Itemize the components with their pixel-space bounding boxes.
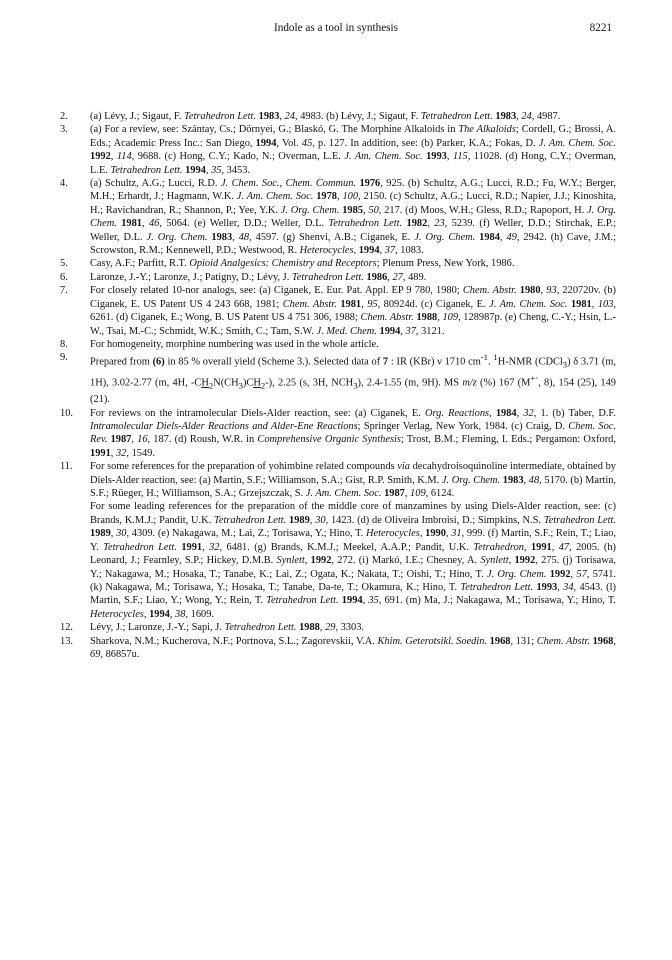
reference-text: For some leading references for the preparation of the middle core of manzamines by using Diels-Alder reaction, see: (c) Brands, K.M.J.; Pandit, U.K. Tetrahedron Lett. 1989, 30, 1423. (d) de Oliveira Imbroisi, D.; Simpkins, N.S. Tetrahedron Lett. 1989, 30, 4309. (e) Nakagawa, M.; Lai, Z.; Torisawa, Y.; Hino, T. Heterocycles, 1990, 31, 999. (f) Martin, S.F.; Rein, T.; Liao, Y. Tetrahedron Lett. 1991, 32, 6481. (g) Brands, K.M.J.; Meekel, A.A.P.; Pandit, U.K. Tetrahedron, 1991, 47, 2005. (h) Leonard, J.; Fearnley, S.P.; Hickey, D.M.B. Synlett, 1992, 272. (i) Markó, I.E.; Chesney, A. Synlett, 1992, 275. (j) Torisawa, Y.; Nakagawa, M.; Hosaka, T.; Tanabe, K.; Lai, Z.; Ogata, K.; Nakata, T.; Oishi, T.; Hino, T. J. Org. Chem. 1992, 57, 5741. (k) Nakagawa, M.; Torisawa, Y.; Hosaka, T.; Tanabe, Da-te, T.; Okamura, K.; Hino, T. Tetrahedron Lett. 1993, 34, 4543. (l) Martin, S.F.; Liao, Y.; Wong, Y.; Rein, T. Tetrahedron Lett. 1994, 35, 691. (m) Ma, J.; Nakagawa, M.; Torisawa, Y.; Hino, T. Heterocycles, 1994, 38, 1609. (90, 501, 617, 620)
reference-number: 12. (60, 622, 73, 634)
reference-number: 6. (60, 271, 68, 283)
reference-item (60, 460, 616, 500)
page-number: 8221 (589, 22, 612, 34)
reference-text: Casy, A.F.; Parfitt, R.T. Opioid Analgesics: Chemistry and Receptors; Plenum Press, New York, 1986. (90, 258, 515, 270)
reference-number: 11. (60, 461, 73, 473)
reference-text: Laronze, J.-Y.; Laronze, J.; Patigny, D.; Lévy, J. Tetrahedron Lett. 1986, 27, 489. (90, 271, 427, 283)
reference-text: For some references for the preparation of yohimbine related compounds via decahydroisoquinoline intermediate, obtained by Diels-Alder reaction, see: (a) Martin, S.F.; Williamson, S.A.; Gist, R.P. Smith, K.M. J. Org. Chem. 1983, 48, 5170. (b) Martin, S.F.; Rüeger, H.; Williamson, S.A.; Grzejszczak, S. J. Am. Chem. Soc. 1987, 109, 6124. (90, 461, 617, 500)
reference-item (60, 257, 616, 270)
reference-item (60, 271, 616, 284)
reference-number (60, 500, 90, 621)
reference-item (60, 407, 616, 461)
reference-item (60, 621, 616, 634)
reference-item (60, 123, 616, 177)
reference-number: 8. (60, 338, 68, 350)
reference-text: Lévy, J.; Laronze, J.-Y.; Sapi, J. Tetrahedron Lett. 1988, 29, 3303. (90, 622, 365, 634)
reference-text: Sharkova, N.M.; Kucherova, N.F.; Portnova, S.L.; Zagorevskii, V.A. Khim. Geterotsikl. Soedin. 1968, 131; Chem. Abstr. 1968, 69, 86857u. (90, 635, 616, 660)
reference-item (60, 338, 616, 351)
reference-item (60, 110, 616, 123)
reference-item (60, 284, 616, 338)
reference-number: 10. (60, 407, 73, 419)
reference-text: (a) Schultz, A.G.; Lucci, R.D. J. Chem. Soc., Chem. Commun. 1976, 925. (b) Schultz, A.G.; Lucci, R.D.; Fu, W.Y.; Berger, M.H.; Erhardt, J.; Hagmann, W.K. J. Am. Chem. Soc. 1978, 100, 2150. (c) Schultz, A.G.; Lucci, R.D.; Napier, J.J.; Kinoshita, H.; Ravichandran, R.; Shannon, P.; Yee, Y.K. J. Org. Chem. 1985, 50, 217. (d) Moos, W.H.; Gless, R.D.; Rapoport, H. J. Org. Chem. 1981, 46, 5064. (e) Weller, D.D.; Weller, D.L. Tetrahedron Lett. 1982, 23, 5239. (f) Weller, D.D.; Stirchak, E.P.; Weller, D.L. J. Org. Chem. 1983, 48, 4597. (g) Shenvi, A.B.; Ciganek, E. J. Org. Chem. 1984, 49, 2942. (h) Cave, J.M.; Scrowston, R.M.; Kennewell, P.D.; Westwood, R. Heterocycles, 1994, 37, 1083. (90, 178, 617, 257)
reference-number: 7. (60, 285, 68, 297)
reference-item (60, 635, 616, 662)
reference-number: 3. (60, 124, 68, 136)
reference-item (60, 500, 616, 621)
running-title: Indole as a tool in synthesis (274, 22, 398, 34)
reference-list (60, 110, 616, 661)
reference-number: 4. (60, 178, 68, 190)
reference-text: For homogeneity, morphine numbering was used in the whole article. (90, 338, 379, 350)
reference-text: For reviews on the intramolecular Diels-Alder reaction, see: (a) Ciganek, E. Org. Reactions, 1984, 32, 1. (b) Taber, D.F. Intramolecular Diels-Alder Reactions and Alder-Ene Reactions; Springer Verlag, New York, 1984. (c) Craig, D. Chem. Soc. Rev. 1987, 16, 187. (d) Roush, W.R. in Comprehensive Organic Synthesis; Trost, B.M.; Fleming, I. Eds.; Pergamon: Oxford, 1991, 32, 1549. (90, 407, 616, 459)
reference-number: 5. (60, 258, 68, 270)
reference-text: (a) Lévy, J.; Sigaut, F. Tetrahedron Lett. 1983, 24, 4983. (b) Lévy, J.; Sigaut, F. Tetrahedron Lett. 1983, 24, 4987. (90, 111, 561, 122)
reference-number: 9. (60, 352, 68, 364)
reference-item (60, 177, 616, 257)
reference-text: Prepared from (6) in 85 % overall yield (Scheme 3.). Selected data of 7 : IR (KBr) ν 1710 $cm^{-1}$. $^1$H-NMR (CDCl$_3$) δ 3.71 (m, 1H), 3.02-2.77 (m, 4H, $-CH_2N(CH_3)CH_2-$), 2.25 (s, 3H, $NCH_3$), 2.4-1.55 (m, 9H). MS m/z (%) 167 (M+·, 8), 154 (25), 149 (21). (90, 352, 616, 406)
page-header (60, 22, 612, 38)
reference-number: 13. (60, 635, 73, 647)
reference-number: 2. (60, 111, 68, 122)
reference-text: For closely related 10-nor analogs, see: (a) Ciganek, E. Eur. Pat. Appl. EP 9 780, 1980; Chem. Abstr. 1980, 93, 220720v. (b) Ciganek, E. US Patent US 4 243 668, 1981; Chem. Abstr. 1981, 95, 80924d. (c) Ciganek, E. J. Am. Chem. Soc. 1981, 103, 6261. (d) Ciganek, E.; Wong, B. US Patent US 4 751 306, 1988; Chem. Abstr. 1988, 109, 128987p. (e) Cheng, C.-Y.; Hsin, L.-W., Tsai, M.-C.; Schmidt, W.K.; Smith, C.; Tam, S.W. J. Med. Chem. 1994, 37, 3121. (90, 285, 617, 337)
reference-item (60, 351, 616, 406)
reference-text: (a) For a review, see: Szántay, Cs.; Dörnyei, G.; Blaskó, G. The Morphine Alkaloids in The Alkaloids; Cordell, G.; Brossi, A. Eds.; Academic Press Inc.: San Diego, 1994, Vol. 45, p. 127. In addition, see: (b) Parker, K.A.; Fokas, D. J. Am. Chem. Soc. 1992, 114, 9688. (c) Hong, C.Y.; Kado, N.; Overman, L.E. J. Am. Chem. Soc. 1993, 115, 11028. (d) Hong, C.Y.; Overman, L.E. Tetrahedron Lett. 1994, 35, 3453. (90, 124, 617, 176)
